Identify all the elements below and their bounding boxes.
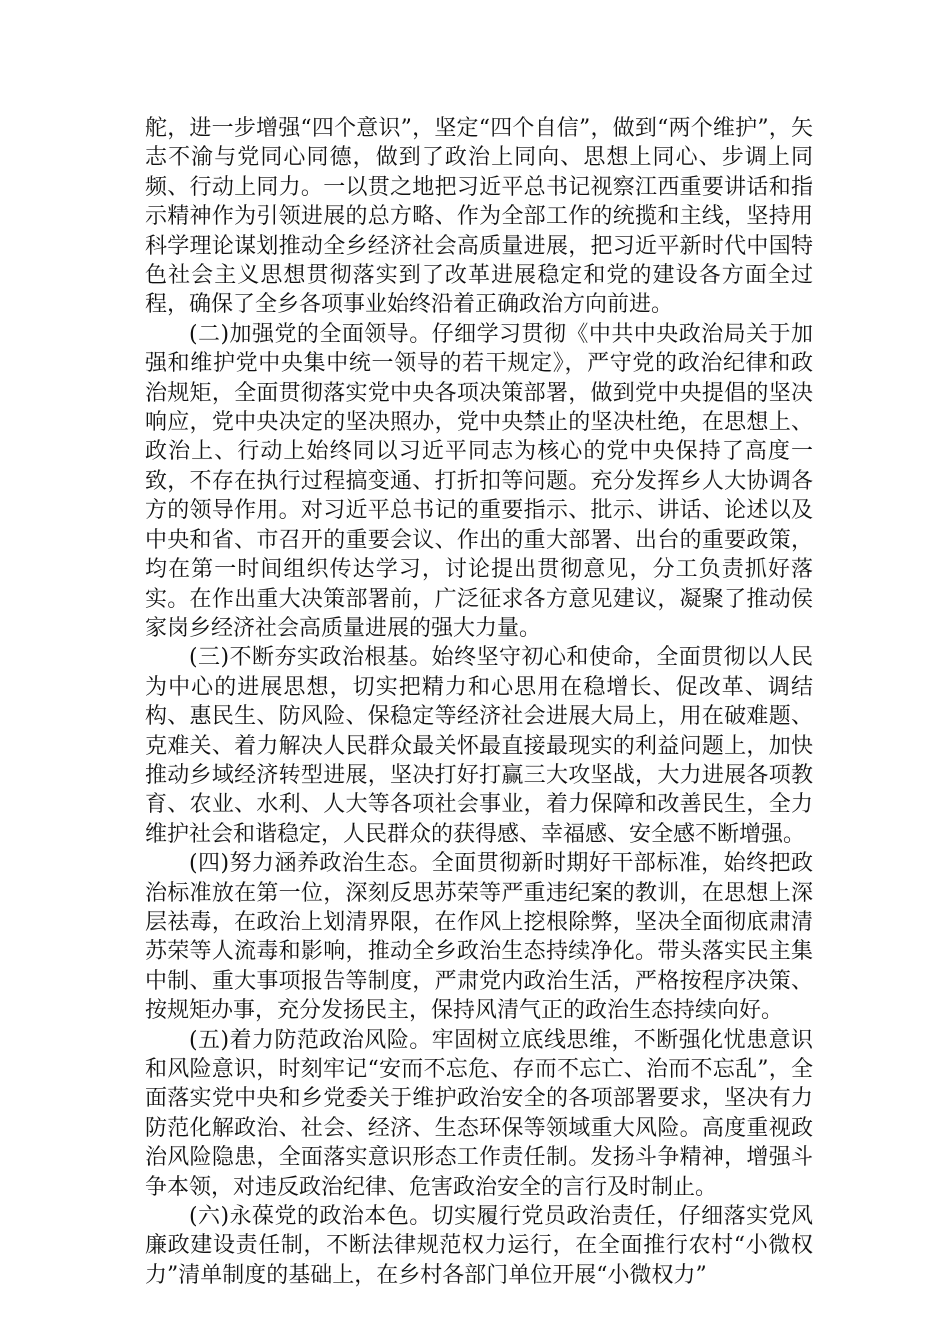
paragraph-6-political-integrity: (六)永葆党的政治本色。切实履行党员政治责任，仔细落实党风廉政建设责任制，不断法律规范权力运行，在全面推行农村“小微权力”清单制度的基础上，在乡村各部门单位开展“小微权力” [145,1204,813,1288]
paragraph-1-continued: 舵，进一步增强“四个意识”，坚定“四个自信”，做到“两个维护”，矢志不渝与党同心同德，做到了政治上同向、思想上同心、步调上同频、行动上同力。一以贯之地把习近平总书记视察江西重要讲话和指示精神作为引领进展的总方略、作为全部工作的统揽和主线，坚持用科学理论谋划推动全乡经济社会高质量进展，把习近平新时代中国特色社会主义思想贯彻落实到了改革进展稳定和党的建设各方面全过程，确保了全乡各项事业始终沿着正确政治方向前进。 [145,116,813,318]
paragraph-2-party-leadership: (二)加强党的全面领导。仔细学习贯彻《中共中央政治局关于加强和维护党中央集中统一领导的若干规定》，严守党的政治纪律和政治规矩，全面贯彻落实党中央各项决策部署，做到党中央提倡的坚决响应，党中央决定的坚决照办，党中央禁止的坚决杜绝，在思想上、政治上、行动上始终同以习近平同志为核心的党中央保持了高度一致，不存在执行过程搞变通、打折扣等问题。充分发挥乡人大协调各方的领导作用。对习近平总书记的重要指示、批示、讲话、论述以及中央和省、市召开的重要会议、作出的重大部署、出台的重要政策，均在第一时间组织传达学习，讨论提出贯彻意见，分工负责抓好落实。在作出重大决策部署前，广泛征求各方意见建议，凝聚了推动侯家岗乡经济社会高质量进展的强大力量。 [145,321,813,641]
paragraph-3-political-foundation: (三)不断夯实政治根基。始终坚守初心和使命，全面贯彻以人民为中心的进展思想，切实把精力和心思用在稳增长、促改革、调结构、惠民生、防风险、保稳定等经济社会进展大局上，用在破难题、克难关、着力解决人民群众最关怀最直接最现实的利益问题上，加快推动乡域经济转型进展，坚决打好打赢三大攻坚战，大力进展各项教育、农业、水利、人大等各项社会事业，着力保障和改善民生，全力维护社会和谐稳定，人民群众的获得感、幸福感、安全感不断增强。 [145,645,813,847]
paragraph-4-political-ecology: (四)努力涵养政治生态。全面贯彻新时期好干部标准，始终把政治标准放在第一位，深刻反思苏荣等严重违纪案的教训，在思想上深层祛毒，在政治上划清界限，在作风上挖根除弊，坚决全面彻底肃清苏荣等人流毒和影响，推动全乡政治生态持续净化。带头落实民主集中制、重大事项报告等制度，严肃党内政治生活，严格按程序决策、按规矩办事，充分发扬民主，保持风清气正的政治生态持续向好。 [145,851,813,1024]
document-body [145,114,813,1290]
paragraph-5-political-risk: (五)着力防范政治风险。牢固树立底线思维，不断强化忧患意识和风险意识，时刻牢记“安而不忘危、存而不忘亡、治而不忘乱”，全面落实党中央和乡党委关于维护政治安全的各项部署要求，坚决有力防范化解政治、社会、经济、生态环保等领域重大风险。高度重视政治风险隐患，全面落实意识形态工作责任制。发扬斗争精神，增强斗争本领，对违反政治纪律、危害政治安全的言行及时制止。 [145,1027,813,1200]
